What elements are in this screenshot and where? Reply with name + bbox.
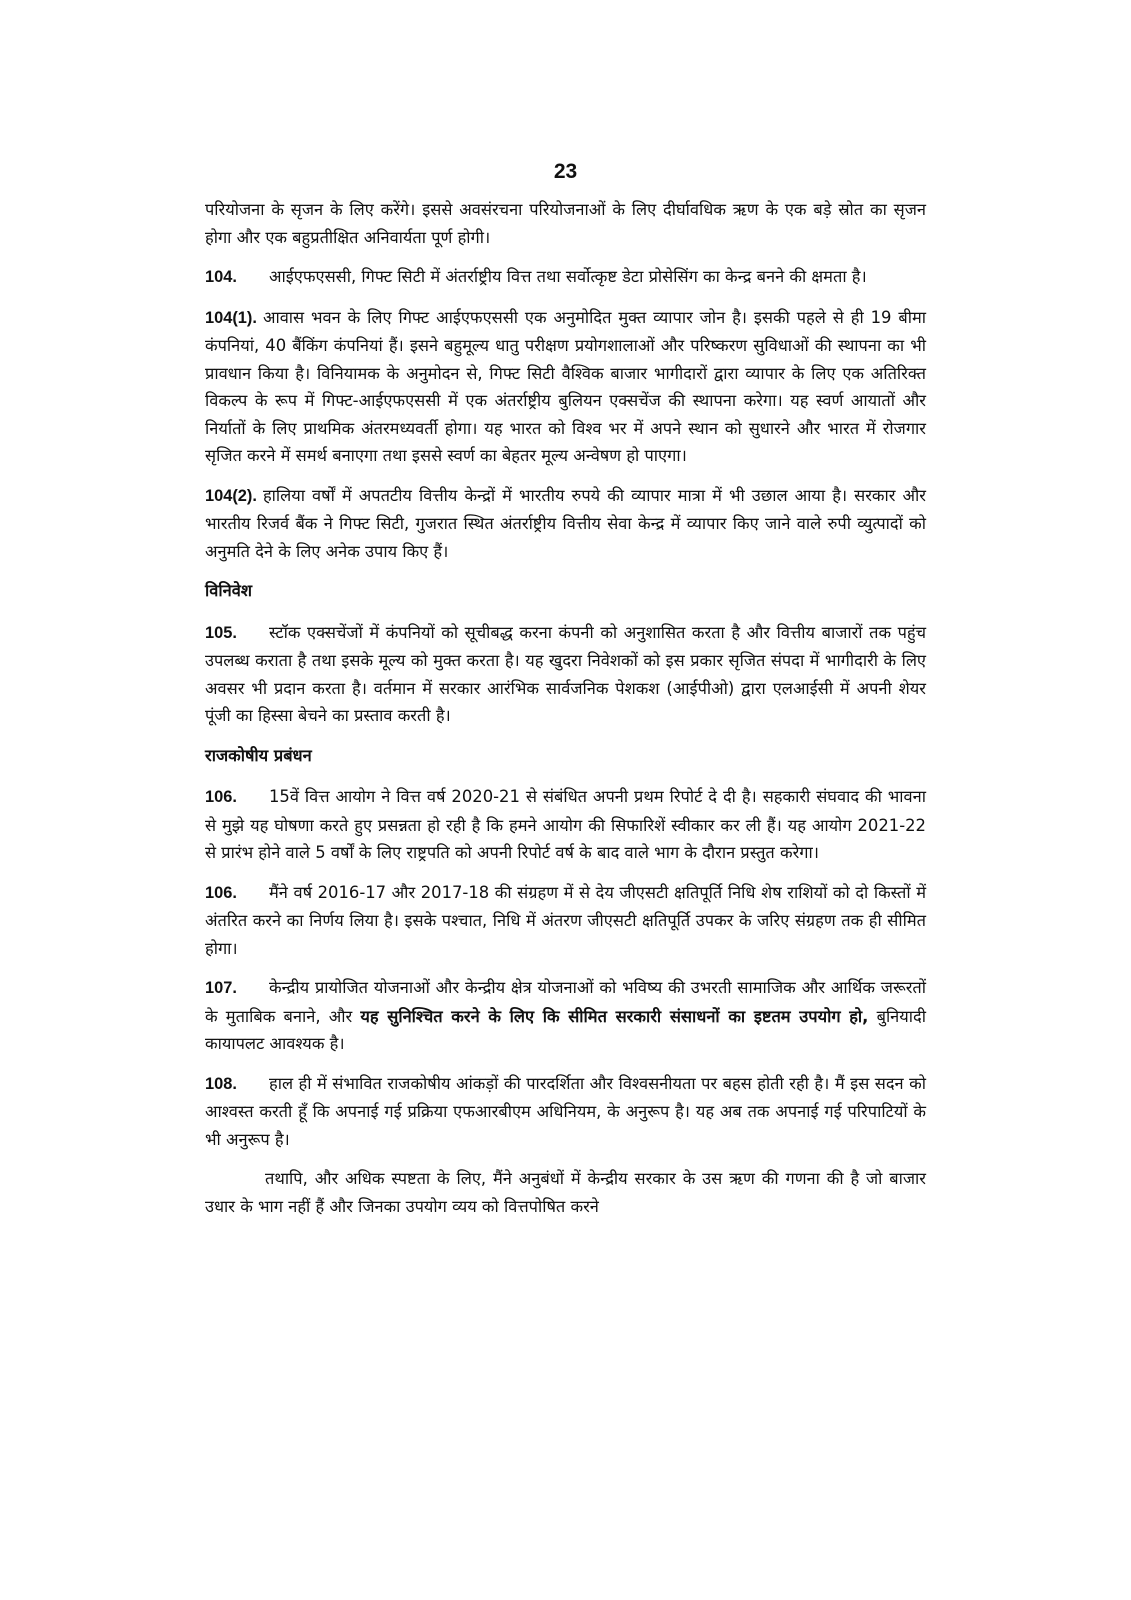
paragraph-continued: [205, 1165, 926, 1220]
paragraph-number: 104(1).: [205, 308, 257, 327]
paragraph-number: 108.: [205, 1074, 237, 1093]
paragraph-continuation: [205, 196, 926, 251]
section-heading-disinvestment: विनिवेश: [205, 581, 252, 600]
paragraph-text: मैंने वर्ष 2016-17 और 2017-18 की संग्रहण में से देय जीएसटी क्षतिपूर्ति निधि शेष राशियों को दो किस्तों में अंतरित करने का निर्णय लिया है। इसके पश्चात, निधि में अंतरण जीएसटी क्षतिपूर्ति उपकर के जरिए संग्रहण तक ही सीमित होगा।: [205, 882, 926, 958]
paragraph-text: स्टॉक एक्सचेंजों में कंपनियों को सूचीबद्ध करना कंपनी को अनुशासित करता है और वित्तीय बाजारों तक पहुंच उपलब्ध कराता है तथा इसके मूल्य को मुक्त करता है। यह खुदरा निवेशकों को इस प्रकार सृजित संपदा में भागीदारी के लिए अवसर भी प्रदान करता है। वर्तमान में सरकार आरंभिक सार्वजनिक पेशकश (आईपीओ) द्वारा एलआईसी में अपनी शेयर पूंजी का हिस्सा बेचने का प्रस्ताव करती है।: [205, 622, 926, 725]
paragraph-number: 107.: [205, 979, 237, 997]
paragraph-number: 104.: [205, 268, 237, 286]
paragraph-text-emphasis: यह सुनिश्चित करने के लिए कि सीमित सरकारी संसाधनों का इष्टतम उपयोग हो,: [360, 1006, 869, 1026]
paragraph-107: [205, 974, 926, 1058]
paragraph-text: हाल ही में संभावित राजकोषीय आंकड़ों की पारदर्शिता और विश्वसनीयता पर बहस होती रही है। मैं इस सदन को आश्वस्त करती हूँ कि अपनाई गई प्रक्रिया एफआरबीएम अधिनियम, के अनुरूप है। यह अब तक अपनाई गई परिपाटियों के भी अनुरूप है।: [205, 1073, 926, 1149]
paragraph-number: 105.: [205, 623, 237, 642]
paragraph-text-before: केन्द्रीय प्रायोजित योजनाओं और केन्द्रीय क्षेत्र योजनाओं को भविष्य की उभरती सामाजिक और आर्थिक जरूरतों के मुताबिक बनाने, और: [205, 978, 926, 1026]
paragraph-text: 15वें वित्त आयोग ने वित्त वर्ष 2020-21 से संबंधित अपनी प्रथम रिपोर्ट दे दी है। सहकारी संघवाद की भावना से मुझे यह घोषणा करते हुए प्रसन्नता हो रही है कि हमने आयोग की सिफारिशें स्वीकार कर ली हैं। यह आयोग 2021-22 से प्रारंभ होने वाले 5 वर्षों के लिए राष्ट्रपति को अपनी रिपोर्ट वर्ष के बाद वाले भाग के दौरान प्रस्तुत करेगा।: [205, 787, 926, 862]
paragraph-number: 106.: [205, 883, 237, 902]
section-heading-fiscal-management: राजकोषीय प्रबंधन: [205, 745, 312, 765]
paragraph-108: [205, 1070, 926, 1154]
paragraph-105: [205, 619, 926, 730]
paragraph-104: [205, 263, 926, 292]
paragraph-number: 106.: [205, 788, 237, 806]
paragraph-text: परियोजना के सृजन के लिए करेंगे। इससे अवसंरचना परियोजनाओं के लिए दीर्घावधिक ऋण के एक बड़े स्रोत का सृजन होगा और एक बहुप्रतीक्षित अनिवार्यता पूर्ण होगी।: [205, 200, 926, 247]
page-content: [205, 196, 926, 1232]
page-number: 23: [553, 160, 578, 183]
paragraph-106-a: [205, 783, 926, 867]
paragraph-text: आवास भवन के लिए गिफ्ट आईएफएससी एक अनुमोदित मुक्त व्यापार जोन है। इसकी पहले से ही 19 बीमा कंपनियां, 40 बैंकिंग कंपनियां हैं। इसने बहुमूल्य धातु परीक्षण प्रयोगशालाओं और परिष्करण सुविधाओं की स्थापना का भी प्रावधान किया है। विनियामक के अनुमोदन से, गिफ्ट सिटी वैश्विक बाजार भागीदारों द्वारा व्यापार के लिए एक अतिरिक्त विकल्प के रूप में गिफ्ट-आईएफएससी में एक अंतर्राष्ट्रीय बुलियन एक्सचेंज की स्थापना करेगा। यह स्वर्ण आयातों और निर्यातों के लिए प्राथमिक अंतरमध्यवर्ती होगा। यह भारत को विश्व भर में अपने स्थान को सुधारने और भारत में रोजगार सृजित करने में समर्थ बनाएगा तथा इससे स्वर्ण का बेहतर मूल्य अन्वेषण हो पाएगा।: [205, 307, 927, 465]
paragraph-text: तथापि, और अधिक स्पष्टता के लिए, मैंने अनुबंधों में केन्द्रीय सरकार के उस ऋण की गणना की है जो बाजार उधार के भाग नहीं हैं और जिनका उपयोग व्यय को वित्तपोषित करने: [205, 1169, 926, 1216]
paragraph-104-1: [205, 304, 926, 470]
paragraph-text: आईएफएससी, गिफ्ट सिटी में अंतर्राष्ट्रीय वित्त तथा सर्वोत्कृष्ट डेटा प्रोसेसिंग का केन्द्र बनने की क्षमता है।: [269, 267, 867, 286]
paragraph-104-2: [205, 482, 926, 566]
paragraph-text-after: बुनियादी कायापलट आवश्यक है।: [205, 1006, 926, 1053]
paragraph-number: 104(2).: [205, 486, 257, 505]
paragraph-106-b: [205, 879, 926, 963]
paragraph-text: हालिया वर्षों में अपतटीय वित्तीय केन्द्रों में भारतीय रुपये की व्यापार मात्रा में भी उछाल आया है। सरकार और भारतीय रिजर्व बैंक ने गिफ्ट सिटी, गुजरात स्थित अंतर्राष्ट्रीय वित्तीय सेवा केन्द्र में व्यापार किए जाने वाले रुपी व्युत्पादों को अनुमति देने के लिए अनेक उपाय किए हैं।: [205, 485, 926, 561]
